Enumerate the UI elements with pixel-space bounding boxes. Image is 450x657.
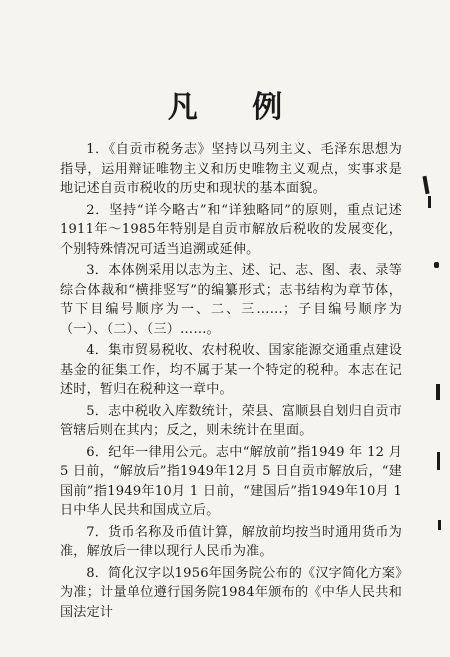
scan-mark (422, 176, 429, 194)
paragraph-5: 5．志中税收入库数统计，荣县、富顺县自划归自贡市管辖后则在其内；反之，则未统计在里面。 (60, 403, 402, 438)
page-title: 凡 例 (167, 90, 305, 125)
paragraph-6: 6．纪年一律用公元。志中“解放前”指1949 年 12 月 5 日前，“解放后”指1949年12月 5 日自贡市解放后，“建国前”指1949年10月 1 日前，“建国后”指1949年10月 1 日中华人民共和国成立后。 (60, 444, 402, 518)
scan-mark (428, 196, 431, 208)
paragraph-7: 7．货币名称及币值计算，解放前均按当时通用货币为准，解放后一律以现行人民币为准。 (60, 524, 402, 559)
scan-mark (434, 262, 439, 268)
paragraph-4: 4．集市贸易税收、农村税收、国家能源交通重点建设基金的征集工作，均不属于某一个特定的税种。本志在记述时，暂归在税种这一章中。 (60, 343, 402, 397)
paragraph-3: 3．本体例采用以志为主、述、记、志、图、表、录等综合体裁和“横排竖写”的编纂形式；志书结构为章节体，节下目编号顺序为一、二、三……；子目编号顺序为（一）、（二）、（三）……。 (60, 263, 402, 337)
scan-mark (438, 520, 441, 530)
scan-mark (436, 384, 440, 400)
paragraph-1: 1．《自贡市税务志》坚持以马列主义、毛泽东思想为指导，运用辩证唯物主义和历史唯物主义观点，实事求是地记述自贡市税收的历史和现状的基本面貌。 (60, 142, 402, 196)
paragraph-2: 2．坚持“详今略古”和“详独略同”的原则，重点记述1911年～1985年特别是自贡市解放后税收的发展变化，个别特殊情况可适当追溯或延伸。 (60, 202, 402, 257)
scan-mark (437, 452, 440, 470)
body-text (60, 140, 402, 624)
paragraph-8: 8．简化汉字以1956年国务院公布的《汉字简化方案》为准；计量单位遵行国务院1984年颁布的《中华人民共和国法定计 (60, 565, 402, 620)
